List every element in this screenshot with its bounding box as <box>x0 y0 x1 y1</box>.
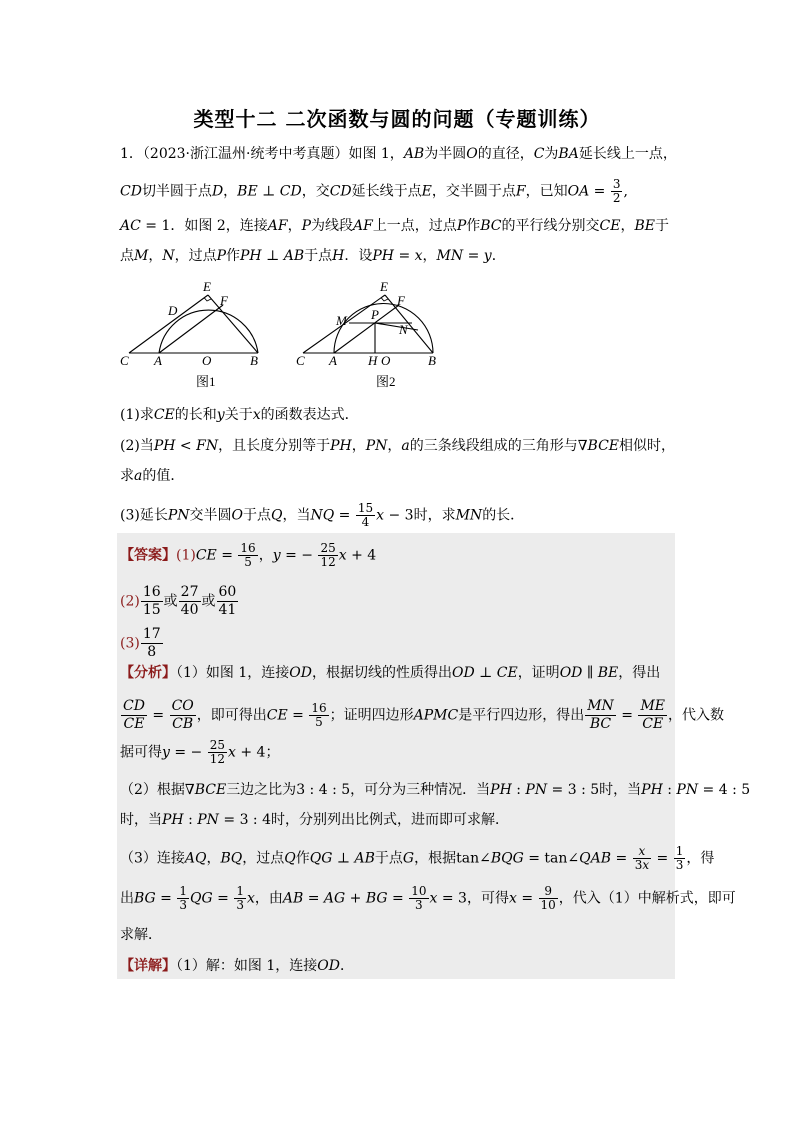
question-1: (1)求CE的长和y关于x的函数表达式． <box>120 407 359 423</box>
text: (2)当 <box>120 438 154 454</box>
question-2-line-1: (2)当PH < FN，且长度分别等于PH，PN，a的三条线段组成的三角形与∇BCE相似时， <box>120 438 676 454</box>
text: （3）连接 <box>120 850 185 867</box>
text: ，当 <box>282 507 311 524</box>
text: ． <box>339 958 354 974</box>
text: 为半圆 <box>424 146 467 162</box>
text: ，得 <box>686 850 715 867</box>
text: 作 <box>466 218 481 234</box>
analysis-line-7: 出BG = $\frac{1}{3}$ QG = $\frac{1}{3}$ x，由AB = AG + BG = $\frac{10}{3}$ x = 3，可得x = $\frac{9}{10}$ ，代入（1）中解析式，即可 <box>120 884 736 912</box>
text: 于点 <box>374 850 403 867</box>
text: 或 <box>163 593 178 610</box>
analysis-tag: 【分析】 <box>120 665 176 681</box>
label-A: A <box>154 353 162 368</box>
analysis-line-8 <box>120 924 162 946</box>
text: 延长线于点 <box>351 183 422 200</box>
text: 于点 <box>304 248 333 264</box>
text: 为 <box>544 146 559 162</box>
text: 时，当 <box>120 812 162 828</box>
text: ，代入（1）中解析式，即可 <box>558 890 736 907</box>
analysis-line-1: 【分析】（1）如图 1，连接OD，根据切线的性质得出OD ⊥ CE，证明OD ∥ BE，得出 <box>120 665 661 681</box>
text: ，且长度分别等于 <box>218 438 331 454</box>
text: 求 <box>120 468 134 484</box>
analysis-line-3: 据可得y = − $\frac{25}{12}$ x + 4； <box>120 738 280 766</box>
label-O: O <box>381 353 391 368</box>
answer-line-2: (2) $\frac{16}{15}$ 或 $\frac{27}{40}$ 或 $\frac{60}{41}$ <box>120 584 237 618</box>
detail-tag: 【详解】 <box>120 958 176 974</box>
text: ，可分为三种情况．当 <box>350 782 491 798</box>
text: 如图 1， <box>348 146 404 162</box>
text: 相似时， <box>619 438 676 454</box>
text: 作 <box>226 248 241 264</box>
text: 为线段 <box>310 218 353 234</box>
text: ，根据 <box>414 850 457 867</box>
text: ，得出 <box>618 665 661 681</box>
label-O: O <box>202 353 212 368</box>
text: 的长和 <box>174 407 217 423</box>
text: 求解． <box>120 927 162 943</box>
text: ，即可得出 <box>196 707 267 724</box>
label-B: B <box>428 353 436 368</box>
text: 时，当 <box>599 782 642 798</box>
text: 于 <box>654 218 669 234</box>
text: 延长线上一点， <box>578 146 677 162</box>
question-2-line-2: 求a的值． <box>120 468 185 484</box>
label-D: D <box>168 303 178 318</box>
text: ，可得 <box>466 890 509 907</box>
text: 作 <box>295 850 310 867</box>
text: （1）解：如图 1，连接 <box>176 958 318 974</box>
text: 于点 <box>243 507 271 524</box>
problem-line-4: 点M，N，过点P作PH ⊥ AB于点H．设PH = x，MN = y． <box>120 248 506 264</box>
text: 点 <box>120 248 134 264</box>
text: (3) <box>120 635 140 652</box>
text: 上一点，过点 <box>372 218 457 234</box>
text: ；证明四边形 <box>329 707 414 724</box>
label-E: E <box>380 279 388 294</box>
problem-line-2: CD切半圆于点D，BE ⊥ CD，交CD延长线于点E，交半圆于点F，已知OA = $\frac{3}{2}$ , <box>120 177 628 205</box>
text: ，交半圆于点 <box>431 183 516 200</box>
geometry-figures <box>110 275 460 395</box>
text: ，根据切线的性质得出 <box>311 665 452 681</box>
text: 出 <box>120 890 134 907</box>
answer-line-1: 【答案】(1)CE = $\frac{16}{5}$ ，y = − $\frac{25}{12}$ x + 4 <box>120 541 377 569</box>
label-H: H <box>368 353 378 368</box>
text: （2）根据 <box>120 782 185 798</box>
detail-line: 【详解】（1）解：如图 1，连接OD． <box>120 958 354 974</box>
text: ； <box>265 744 280 761</box>
text: ．如图 2，连接 <box>170 218 268 234</box>
text: (2) <box>120 593 140 610</box>
text: 的平行线分别交 <box>501 218 600 234</box>
problem-line-3: AC = 1．如图 2，连接AF，P为线段AF上一点，过点P作BC的平行线分别交CE，BE于 <box>120 218 669 234</box>
text: （1）如图 1，连接 <box>176 665 290 681</box>
text: 时，分别列出比例式，进而即可求解． <box>271 812 509 828</box>
text: (3)延长 <box>120 507 168 524</box>
text: (1)求 <box>120 407 154 423</box>
text: 的值． <box>142 468 185 484</box>
text: 交半圆 <box>189 507 232 524</box>
analysis-line-6: （3）连接AQ，BQ，过点Q作QG ⊥ AB于点G，根据tan∠BQG = tan∠QAB = $\frac{x}{3x}$ = $\frac{1}{3}$ ，得 <box>120 844 715 872</box>
label-C: C <box>120 353 129 368</box>
text: 时，求 <box>413 507 456 524</box>
text: 是平行四边形，得出 <box>458 707 585 724</box>
problem-source: （2023·浙江温州·统考中考真题） <box>142 146 349 162</box>
text: ，过点 <box>174 248 217 264</box>
label-B: B <box>250 353 258 368</box>
analysis-line-2: $\frac{CD}{CE}$ = $\frac{CO}{CB}$ ，即可得出CE = $\frac{16}{5}$ ；证明四边形APMC是平行四边形，得出 $\frac{MN}{BC}$ = $\frac{ME}{CE}$ ，代入数 <box>123 698 725 732</box>
label-N: N <box>399 322 408 337</box>
label-F: F <box>220 293 228 308</box>
figure-2 <box>303 295 433 353</box>
text: 三边之比为 <box>226 782 297 798</box>
text: 切半圆于点 <box>141 183 212 200</box>
figure-1-labels <box>120 279 258 389</box>
text: ．设 <box>344 248 373 264</box>
label-A: A <box>329 353 337 368</box>
text: 或 <box>201 593 216 610</box>
label-F: F <box>397 293 405 308</box>
text: 的长． <box>482 507 525 524</box>
text: 的函数表达式． <box>260 407 359 423</box>
text: ，过点 <box>242 850 285 867</box>
label-E: E <box>203 279 211 294</box>
problem-line-1: 1．（2023·浙江温州·统考中考真题）如图 1，AB为半圆O的直径，C为BA延长线上一点， <box>120 146 677 162</box>
label-M: M <box>336 313 347 328</box>
answer-line-3: (3) $\frac{17}{8}$ <box>120 626 161 660</box>
analysis-line-5: 时，当PH : PN = 3 : 4时，分别列出比例式，进而即可求解． <box>120 812 509 828</box>
text: (1) <box>176 547 196 564</box>
figure-1-caption: 图1 <box>196 374 216 389</box>
text: ，代入数 <box>668 707 725 724</box>
text: 据可得 <box>120 744 162 761</box>
figure-2-caption: 图2 <box>376 374 396 389</box>
text: 的直径， <box>477 146 534 162</box>
text: 关于 <box>224 407 253 423</box>
text: ，交 <box>301 183 330 200</box>
problem-number: 1． <box>120 146 143 162</box>
text: 的三条线段组成的三角形与 <box>409 438 578 454</box>
answer-tag: 【答案】 <box>120 547 176 564</box>
analysis-line-4: （2）根据∇BCE三边之比为3 : 4 : 5，可分为三种情况．当PH : PN = 3 : 5时，当PH : PN = 4 : 5 <box>120 782 751 798</box>
text: ，已知 <box>525 183 568 200</box>
text: ， <box>223 183 238 200</box>
text: ，证明 <box>517 665 560 681</box>
page-title: 类型十二 二次函数与圆的问题（专题训练） <box>193 107 601 131</box>
figure-1 <box>129 295 258 353</box>
figure-2-labels <box>296 279 436 389</box>
label-P: P <box>371 307 379 322</box>
text: ，由 <box>254 890 283 907</box>
label-C: C <box>296 353 305 368</box>
question-3: (3)延长PN交半圆O于点Q，当NQ = $\frac{15}{4}$ x − 3时，求MN的长． <box>120 501 525 529</box>
